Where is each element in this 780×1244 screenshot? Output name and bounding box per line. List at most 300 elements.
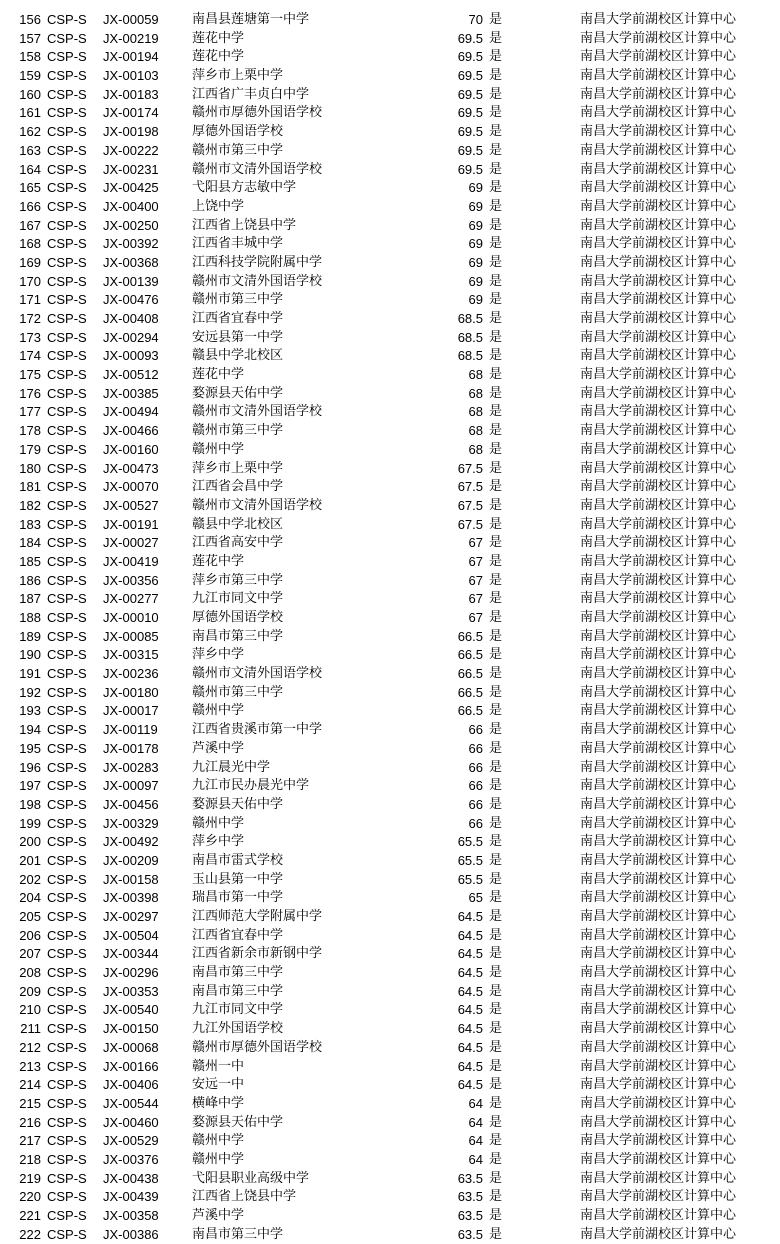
venue-cell: 南昌大学前湖校区计算中心: [580, 778, 737, 794]
rank-cell: 174: [19, 348, 41, 364]
award-cell: 是: [489, 1226, 503, 1242]
venue-cell: 南昌大学前湖校区计算中心: [580, 927, 737, 943]
venue-cell: 南昌大学前湖校区计算中心: [580, 385, 737, 401]
candidate-id-cell: JX-00158: [103, 871, 159, 887]
rank-cell: 182: [19, 497, 41, 513]
award-cell: 是: [489, 610, 503, 625]
group-cell: CSP-S: [47, 142, 87, 158]
award-cell: 是: [489, 1021, 503, 1037]
award-cell: 是: [489, 105, 503, 121]
group-cell: CSP-S: [47, 722, 87, 738]
table-row: [0, 927, 780, 946]
score-cell: 66: [468, 815, 483, 831]
candidate-id-cell: JX-00219: [103, 30, 159, 46]
table-row: [0, 815, 780, 834]
candidate-id-cell: JX-00178: [103, 740, 159, 756]
award-cell: 是: [489, 423, 503, 439]
school-cell: 南昌市第三中学: [192, 628, 284, 644]
candidate-id-cell: JX-00277: [103, 591, 159, 607]
venue-cell: 南昌大学前湖校区计算中心: [580, 535, 737, 551]
candidate-id-cell: JX-00460: [103, 1114, 159, 1130]
candidate-id-cell: JX-00103: [103, 68, 159, 84]
school-cell: 莲花中学: [192, 30, 245, 46]
group-cell: CSP-S: [47, 1226, 87, 1242]
award-cell: 是: [489, 890, 503, 906]
school-cell: 江西省宜春中学: [192, 927, 284, 943]
score-cell: 69.5: [457, 124, 483, 140]
candidate-id-cell: JX-00070: [103, 479, 159, 495]
rank-cell: 185: [19, 553, 41, 569]
award-cell: 是: [489, 815, 503, 831]
award-cell: 是: [489, 703, 503, 719]
table-row: [0, 1188, 780, 1207]
award-cell: 是: [489, 348, 503, 364]
candidate-id-cell: JX-00329: [103, 815, 159, 831]
group-cell: CSP-S: [47, 890, 87, 906]
rank-cell: 188: [19, 610, 41, 625]
group-cell: CSP-S: [47, 553, 87, 569]
table-row: [0, 964, 780, 983]
award-cell: 是: [489, 404, 503, 420]
rank-cell: 173: [19, 329, 41, 345]
venue-cell: 南昌大学前湖校区计算中心: [580, 68, 737, 84]
candidate-id-cell: JX-00027: [103, 535, 159, 551]
school-cell: 赣州市第三中学: [192, 423, 284, 439]
rank-cell: 193: [19, 703, 41, 719]
school-cell: 南昌市雷式学校: [192, 852, 284, 868]
school-cell: 九江市同文中学: [192, 591, 284, 607]
school-cell: 萍乡市上栗中学: [192, 68, 284, 84]
score-cell: 66.5: [457, 703, 483, 719]
rank-cell: 171: [19, 292, 41, 308]
award-cell: 是: [489, 1077, 503, 1093]
table-row: [0, 833, 780, 852]
score-cell: 64.5: [457, 1021, 483, 1037]
award-cell: 是: [489, 516, 503, 532]
group-cell: CSP-S: [47, 815, 87, 831]
award-cell: 是: [489, 236, 503, 252]
rank-cell: 201: [19, 852, 41, 868]
award-cell: 是: [489, 591, 503, 607]
school-cell: 江西省会昌中学: [192, 479, 284, 495]
table-row: [0, 291, 780, 310]
rank-cell: 191: [19, 666, 41, 682]
table-row: [0, 852, 780, 871]
score-cell: 64.5: [457, 983, 483, 999]
candidate-id-cell: JX-00439: [103, 1189, 159, 1205]
rank-cell: 200: [19, 834, 41, 850]
venue-cell: 南昌大学前湖校区计算中心: [580, 217, 737, 233]
venue-cell: 南昌大学前湖校区计算中心: [580, 329, 737, 345]
award-cell: 是: [489, 479, 503, 495]
table-row: [0, 759, 780, 778]
group-cell: CSP-S: [47, 292, 87, 308]
table-row: [0, 721, 780, 740]
group-cell: CSP-S: [47, 1133, 87, 1149]
award-cell: 是: [489, 142, 503, 158]
rank-cell: 176: [19, 385, 41, 401]
group-cell: CSP-S: [47, 329, 87, 345]
rank-cell: 183: [19, 516, 41, 532]
score-cell: 64.5: [457, 946, 483, 962]
award-cell: 是: [489, 834, 503, 850]
group-cell: CSP-S: [47, 965, 87, 981]
table-row: [0, 740, 780, 759]
award-cell: 是: [489, 385, 503, 401]
rank-cell: 156: [19, 12, 41, 27]
table-row: [0, 534, 780, 553]
candidate-id-cell: JX-00400: [103, 198, 159, 214]
score-cell: 69: [468, 292, 483, 308]
school-cell: 南昌市第三中学: [192, 965, 284, 981]
venue-cell: 南昌大学前湖校区计算中心: [580, 1208, 737, 1223]
rank-cell: 213: [19, 1058, 41, 1074]
venue-cell: 南昌大学前湖校区计算中心: [580, 1170, 737, 1186]
table-row: [0, 1039, 780, 1058]
group-cell: CSP-S: [47, 68, 87, 84]
score-cell: 67.5: [457, 516, 483, 532]
venue-cell: 南昌大学前湖校区计算中心: [580, 983, 737, 999]
venue-cell: 南昌大学前湖校区计算中心: [580, 1114, 737, 1130]
score-cell: 69.5: [457, 86, 483, 102]
venue-cell: 南昌大学前湖校区计算中心: [580, 684, 737, 700]
venue-cell: 南昌大学前湖校区计算中心: [580, 628, 737, 644]
group-cell: CSP-S: [47, 124, 87, 140]
rank-cell: 219: [19, 1170, 41, 1186]
venue-cell: 南昌大学前湖校区计算中心: [580, 497, 737, 513]
group-cell: CSP-S: [47, 572, 87, 588]
table-row: [0, 1114, 780, 1133]
rank-cell: 202: [19, 871, 41, 887]
candidate-id-cell: JX-00344: [103, 946, 159, 962]
group-cell: CSP-S: [47, 852, 87, 868]
rank-cell: 215: [19, 1095, 41, 1111]
table-row: [0, 273, 780, 292]
award-cell: 是: [489, 198, 503, 214]
award-cell: 是: [489, 666, 503, 682]
award-cell: 是: [489, 852, 503, 868]
score-cell: 69: [468, 236, 483, 252]
rank-cell: 178: [19, 423, 41, 439]
venue-cell: 南昌大学前湖校区计算中心: [580, 142, 737, 158]
venue-cell: 南昌大学前湖校区计算中心: [580, 12, 737, 27]
table-row: [0, 217, 780, 236]
group-cell: CSP-S: [47, 983, 87, 999]
score-cell: 66: [468, 778, 483, 794]
award-cell: 是: [489, 1151, 503, 1167]
rank-cell: 162: [19, 124, 41, 140]
score-cell: 63.5: [457, 1226, 483, 1242]
rank-cell: 222: [19, 1226, 41, 1242]
venue-cell: 南昌大学前湖校区计算中心: [580, 890, 737, 906]
score-cell: 66.5: [457, 647, 483, 663]
table-row: [0, 1020, 780, 1039]
school-cell: 江西省上饶县中学: [192, 217, 297, 233]
score-cell: 67: [468, 553, 483, 569]
candidate-id-cell: JX-00544: [103, 1095, 159, 1111]
award-cell: 是: [489, 927, 503, 943]
candidate-id-cell: JX-00166: [103, 1058, 159, 1074]
school-cell: 九江市民办晨光中学: [192, 778, 310, 794]
venue-cell: 南昌大学前湖校区计算中心: [580, 666, 737, 682]
rank-cell: 208: [19, 965, 41, 981]
candidate-id-cell: JX-00358: [103, 1208, 159, 1223]
score-cell: 64: [468, 1133, 483, 1149]
candidate-id-cell: JX-00174: [103, 105, 159, 121]
candidate-id-cell: JX-00408: [103, 311, 159, 326]
school-cell: 赣州市第三中学: [192, 684, 284, 700]
school-cell: 江西省上饶县中学: [192, 1189, 297, 1205]
candidate-id-cell: JX-00527: [103, 497, 159, 513]
venue-cell: 南昌大学前湖校区计算中心: [580, 198, 737, 214]
rank-cell: 192: [19, 684, 41, 700]
school-cell: 横峰中学: [192, 1095, 245, 1111]
candidate-id-cell: JX-00139: [103, 273, 159, 289]
table-row: [0, 1170, 780, 1189]
venue-cell: 南昌大学前湖校区计算中心: [580, 759, 737, 775]
table-row: [0, 104, 780, 123]
venue-cell: 南昌大学前湖校区计算中心: [580, 161, 737, 177]
award-cell: 是: [489, 124, 503, 140]
school-cell: 赣州市文清外国语学校: [192, 404, 323, 420]
table-row: [0, 347, 780, 366]
school-cell: 江西省高安中学: [192, 535, 284, 551]
group-cell: CSP-S: [47, 703, 87, 719]
venue-cell: 南昌大学前湖校区计算中心: [580, 647, 737, 663]
candidate-id-cell: JX-00222: [103, 142, 159, 158]
table-row: [0, 441, 780, 460]
venue-cell: 南昌大学前湖校区计算中心: [580, 404, 737, 420]
group-cell: CSP-S: [47, 834, 87, 850]
table-row: [0, 48, 780, 67]
award-cell: 是: [489, 329, 503, 345]
venue-cell: 南昌大学前湖校区计算中心: [580, 610, 737, 625]
candidate-id-cell: JX-00085: [103, 628, 159, 644]
group-cell: CSP-S: [47, 460, 87, 476]
rank-cell: 207: [19, 946, 41, 962]
score-cell: 69: [468, 180, 483, 196]
group-cell: CSP-S: [47, 1208, 87, 1223]
venue-cell: 南昌大学前湖校区计算中心: [580, 30, 737, 46]
award-cell: 是: [489, 86, 503, 102]
venue-cell: 南昌大学前湖校区计算中心: [580, 553, 737, 569]
table-row: [0, 460, 780, 479]
school-cell: 赣州一中: [192, 1058, 245, 1074]
venue-cell: 南昌大学前湖校区计算中心: [580, 105, 737, 121]
table-row: [0, 1132, 780, 1151]
group-cell: CSP-S: [47, 86, 87, 102]
award-cell: 是: [489, 796, 503, 812]
score-cell: 64.5: [457, 1002, 483, 1018]
score-cell: 63.5: [457, 1189, 483, 1205]
venue-cell: 南昌大学前湖校区计算中心: [580, 1021, 737, 1037]
score-cell: 64.5: [457, 1058, 483, 1074]
school-cell: 江西科技学院附属中学: [192, 254, 323, 270]
candidate-id-cell: JX-00194: [103, 49, 159, 65]
award-cell: 是: [489, 1039, 503, 1055]
award-cell: 是: [489, 68, 503, 84]
candidate-id-cell: JX-00425: [103, 180, 159, 196]
table-row: [0, 497, 780, 516]
score-cell: 69: [468, 198, 483, 214]
candidate-id-cell: JX-00476: [103, 292, 159, 308]
candidate-id-cell: JX-00180: [103, 684, 159, 700]
rank-cell: 165: [19, 180, 41, 196]
award-cell: 是: [489, 1058, 503, 1074]
rank-cell: 206: [19, 927, 41, 943]
group-cell: CSP-S: [47, 348, 87, 364]
award-cell: 是: [489, 497, 503, 513]
rank-cell: 199: [19, 815, 41, 831]
score-cell: 64.5: [457, 965, 483, 981]
award-cell: 是: [489, 180, 503, 196]
school-cell: 赣州中学: [192, 703, 245, 719]
group-cell: CSP-S: [47, 105, 87, 121]
school-cell: 赣州市第三中学: [192, 292, 284, 308]
venue-cell: 南昌大学前湖校区计算中心: [580, 1095, 737, 1111]
school-cell: 婺源县天佑中学: [192, 796, 284, 812]
school-cell: 芦溪中学: [192, 1208, 245, 1223]
venue-cell: 南昌大学前湖校区计算中心: [580, 572, 737, 588]
school-cell: 江西省贵溪市第一中学: [192, 722, 323, 738]
group-cell: CSP-S: [47, 1002, 87, 1018]
table-row: [0, 310, 780, 329]
score-cell: 69: [468, 254, 483, 270]
group-cell: CSP-S: [47, 311, 87, 326]
table-row: [0, 478, 780, 497]
rank-cell: 220: [19, 1189, 41, 1205]
table-row: [0, 628, 780, 647]
school-cell: 瑞昌市第一中学: [192, 890, 284, 906]
table-row: [0, 235, 780, 254]
rank-cell: 169: [19, 254, 41, 270]
group-cell: CSP-S: [47, 367, 87, 383]
award-cell: 是: [489, 273, 503, 289]
award-cell: 是: [489, 217, 503, 233]
rank-cell: 216: [19, 1114, 41, 1130]
award-cell: 是: [489, 871, 503, 887]
score-cell: 68: [468, 423, 483, 439]
school-cell: 赣县中学北校区: [192, 516, 284, 532]
score-cell: 68.5: [457, 311, 483, 326]
school-cell: 赣县中学北校区: [192, 348, 284, 364]
rank-cell: 158: [19, 49, 41, 65]
table-row: [0, 161, 780, 180]
rank-cell: 166: [19, 198, 41, 214]
group-cell: CSP-S: [47, 30, 87, 46]
rank-cell: 175: [19, 367, 41, 383]
score-cell: 67.5: [457, 460, 483, 476]
rank-cell: 190: [19, 647, 41, 663]
rank-cell: 210: [19, 1002, 41, 1018]
candidate-id-cell: JX-00010: [103, 610, 159, 625]
school-cell: 赣州中学: [192, 1133, 245, 1149]
rank-cell: 218: [19, 1151, 41, 1167]
award-cell: 是: [489, 1114, 503, 1130]
venue-cell: 南昌大学前湖校区计算中心: [580, 852, 737, 868]
rank-cell: 205: [19, 909, 41, 924]
score-cell: 64.5: [457, 1039, 483, 1055]
award-cell: 是: [489, 292, 503, 308]
score-cell: 66: [468, 796, 483, 812]
school-cell: 莲花中学: [192, 553, 245, 569]
candidate-id-cell: JX-00438: [103, 1170, 159, 1186]
group-cell: CSP-S: [47, 1021, 87, 1037]
candidate-id-cell: JX-00406: [103, 1077, 159, 1093]
venue-cell: 南昌大学前湖校区计算中心: [580, 1058, 737, 1074]
rank-cell: 179: [19, 441, 41, 457]
table-row: [0, 516, 780, 535]
venue-cell: 南昌大学前湖校区计算中心: [580, 180, 737, 196]
venue-cell: 南昌大学前湖校区计算中心: [580, 946, 737, 962]
venue-cell: 南昌大学前湖校区计算中心: [580, 1133, 737, 1149]
rank-cell: 157: [19, 30, 41, 46]
venue-cell: 南昌大学前湖校区计算中心: [580, 273, 737, 289]
award-cell: 是: [489, 553, 503, 569]
school-cell: 厚德外国语学校: [192, 124, 284, 140]
group-cell: CSP-S: [47, 1170, 87, 1186]
candidate-id-cell: JX-00119: [103, 722, 158, 738]
table-row: [0, 665, 780, 684]
rank-cell: 211: [20, 1021, 41, 1037]
venue-cell: 南昌大学前湖校区计算中心: [580, 348, 737, 364]
school-cell: 南昌市第三中学: [192, 1226, 284, 1242]
table-row: [0, 684, 780, 703]
venue-cell: 南昌大学前湖校区计算中心: [580, 292, 737, 308]
award-cell: 是: [489, 30, 503, 46]
award-cell: 是: [489, 778, 503, 794]
score-cell: 69.5: [457, 161, 483, 177]
award-cell: 是: [489, 1133, 503, 1149]
candidate-id-cell: JX-00368: [103, 254, 159, 270]
school-cell: 赣州市文清外国语学校: [192, 161, 323, 177]
school-cell: 九江晨光中学: [192, 759, 271, 775]
school-cell: 莲花中学: [192, 367, 245, 383]
group-cell: CSP-S: [47, 198, 87, 214]
candidate-id-cell: JX-00385: [103, 385, 159, 401]
venue-cell: 南昌大学前湖校区计算中心: [580, 460, 737, 476]
school-cell: 赣州中学: [192, 1151, 245, 1167]
rank-cell: 159: [19, 68, 41, 84]
school-cell: 江西省广丰贞白中学: [192, 86, 310, 102]
school-cell: 江西省新余市新钢中学: [192, 946, 323, 962]
candidate-id-cell: JX-00398: [103, 890, 159, 906]
table-row: [0, 1226, 780, 1244]
score-cell: 65.5: [457, 834, 483, 850]
award-cell: 是: [489, 1095, 503, 1111]
rank-cell: 196: [19, 759, 41, 775]
group-cell: CSP-S: [47, 1189, 87, 1205]
score-cell: 70: [468, 12, 483, 27]
table-row: [0, 366, 780, 385]
group-cell: CSP-S: [47, 871, 87, 887]
group-cell: CSP-S: [47, 610, 87, 625]
rank-cell: 184: [19, 535, 41, 551]
group-cell: CSP-S: [47, 628, 87, 644]
group-cell: CSP-S: [47, 591, 87, 607]
candidate-id-cell: JX-00504: [103, 927, 159, 943]
group-cell: CSP-S: [47, 1151, 87, 1167]
candidate-id-cell: JX-00283: [103, 759, 159, 775]
score-cell: 65: [468, 890, 483, 906]
table-row: [0, 1058, 780, 1077]
table-row: [0, 1076, 780, 1095]
table-row: [0, 572, 780, 591]
score-cell: 66: [468, 759, 483, 775]
school-cell: 江西师范大学附属中学: [192, 909, 323, 924]
award-cell: 是: [489, 722, 503, 738]
candidate-id-cell: JX-00296: [103, 965, 159, 981]
